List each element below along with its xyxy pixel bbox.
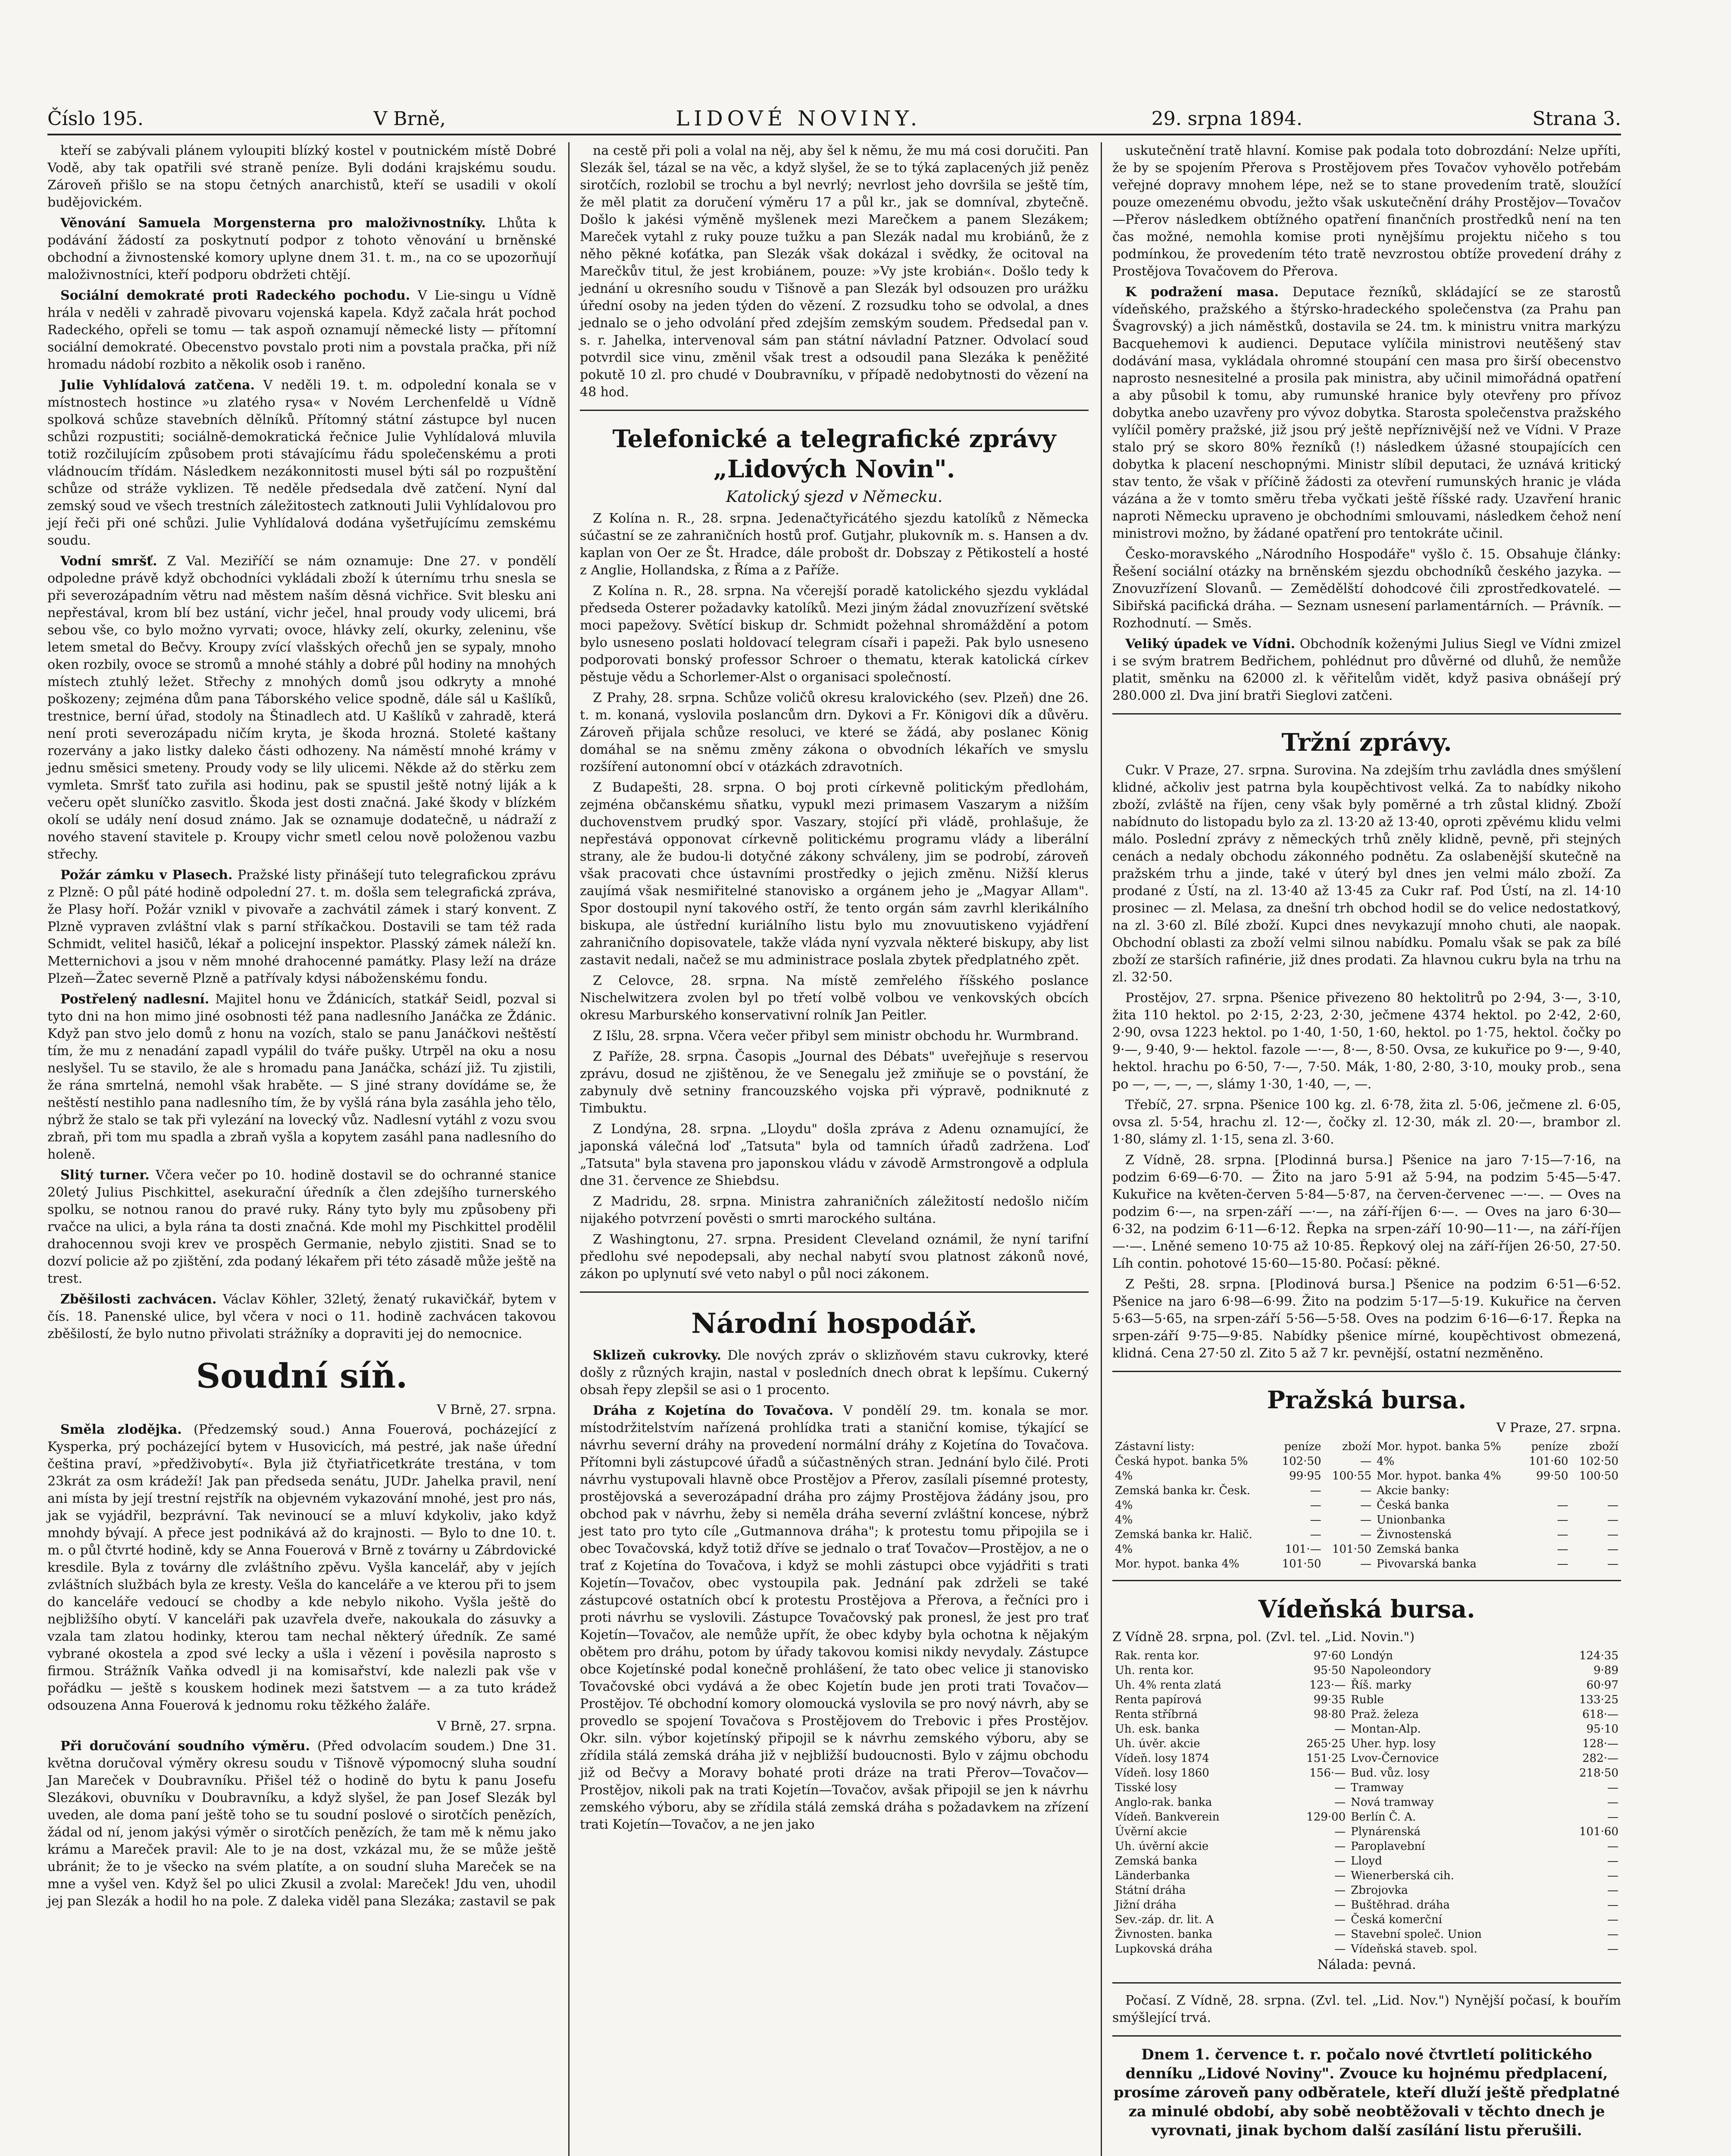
table-cell: 9·89 bbox=[1593, 1664, 1618, 1677]
market-report: Třebíč, 27. srpna. Pšenice 100 kg. zl. 6·78, žita zl. 5·06, ječmene zl. 6·05, ovsa zl. 5·54, hrachu zl. 12·—, čočky zl. 12·30, mák zl. 20·—, brambor zl. 1·80, slámy zl. 1·15, sena zl. 3·60. bbox=[1112, 1097, 1621, 1147]
table-cell: Bud. vůz. losy bbox=[1351, 1767, 1430, 1780]
table-cell: — bbox=[1557, 1557, 1568, 1570]
table-row bbox=[1112, 1795, 1621, 1810]
table-cell bbox=[1571, 1483, 1621, 1498]
table-row bbox=[1112, 1810, 1621, 1824]
table-cell: Praž. železa bbox=[1351, 1708, 1419, 1721]
table-row bbox=[1112, 1722, 1621, 1736]
table-cell: 97·60 bbox=[1313, 1649, 1346, 1662]
article-title: Veliký úpadek ve Vídni. bbox=[1125, 636, 1296, 652]
table-cell: Wienerberská cih. bbox=[1351, 1869, 1454, 1882]
article-title: Dráha z Kojetína do Tovačova. bbox=[593, 1403, 834, 1418]
table-cell: Unionbanka bbox=[1377, 1514, 1446, 1526]
table-cell: 133·25 bbox=[1579, 1693, 1618, 1706]
table-cell: — bbox=[1607, 1928, 1618, 1941]
table-row bbox=[1112, 1780, 1621, 1795]
table-cell: — bbox=[1334, 1899, 1346, 1912]
article-title: Požár zámku v Plasech. bbox=[60, 868, 233, 883]
table-row bbox=[1112, 1542, 1621, 1557]
weather-report: Počasí. Z Vídně, 28. srpna. (Zvl. tel. „Lid. Nov.") Nynější počasí, k bouřím smýšlející trvá. bbox=[1112, 1993, 1621, 2025]
table-cell: Länderbanka bbox=[1115, 1869, 1190, 1882]
column-1 bbox=[47, 142, 556, 1914]
column-rule bbox=[568, 142, 570, 2156]
table-cell: Tramway bbox=[1351, 1781, 1404, 1794]
table-cell: Pivovarská banka bbox=[1377, 1557, 1477, 1570]
article-text: Včera večer po 10. hodině dostavil se do ochranné stanice 20letý Julius Pischkittel, asekurační úředník a člen zdejšího turnerského spolku, se notnou ranou do pravé ruky. Rány tyto byly mu způsobeny při rvačce na ulici, a byla rána ta dosti značná. Kde mohl my Pischkittel prodělil drahocennou svoji krev ve prospěch Germanie, nebylo zjistiti. Snad se to dozví policie až po zjištění, zda podaný lékařem při této zásadě může ještě na trest. bbox=[47, 1168, 557, 1286]
article-paragraph bbox=[47, 1291, 556, 1343]
market-report: Cukr. V Praze, 27. srpna. Surovina. Na zdejším trhu zavládla dnes smýšlení klidné, ačkoliv jest patrna byla koupěchtivost velká. Za to nabídky nikoho zboží, zvláště na říjen, ceny však byly poměrné a trh zůstal klidný. Zboží nabídnuto do listopadu bylo za zl. 13·20 až 13·40, oproti zpěvému klidu velmi málo. Poslední zprávy z německých trhů zněly klidně, pevně, při stejných cenách a nedaly obchodu zákonného podnětu. Za oslabenější skutečně na pražském trhu a jinde, také v úterý byl dnes jen velmi málo zboží. Za prodané z Ústí, na zl. 13·40 až 13·45 za Cukr raf. Pod Ústí, na zl. 14·10 prosinec — zl. Melasa, za dnešní trh obchod hodil se do velice nedostatkový, na zl. 3·60 zl. Bílé zboží. Kupci dnes nevykazují mnoho chuti, ale naopak. Obchodní oblasti za zboží velmi silnou nabídku. Pomalu však se pak za bílé zboží ze starších rafinérie, již dnes prodati. Za hlavnou cukru byla na trhu na zl. 32·50. bbox=[1112, 763, 1621, 985]
table-cell: Úvěrní akcie bbox=[1115, 1825, 1187, 1838]
table-row bbox=[1112, 1648, 1621, 1663]
table-cell: Mor. hypot. banka 5% bbox=[1377, 1440, 1501, 1453]
table-cell: — bbox=[1607, 1840, 1618, 1853]
table-cell: Berlín Č. A. bbox=[1351, 1811, 1416, 1824]
article-text: V neděli 19. t. m. odpolední konala se v místnostech hostince »u zlatého rysa« v Novém Lerchenfeldě u Vídně spolková schůze stavebních dělníků. Přítomný státní zástupce byl nucen schůzi rozpustiti; sociálně-demokratická řečnice Julie Vyhlídalová mluvila totiž rozčilujícím způsobem proti stávajícímu řádu společenskému a proti vládnoucím třídám. Následkem nezákonnitosti musel býti sál po rozpuštění schůze od stráže vyklizen. Tě neděle předsedala dvě zatčení. Nyní dal zemský soud ve všech trestních záležitostech zatknouti Julii Vyhlídalovou pro její řeči při oné schůzi. Julie Vyhlídalová dodána vyšetřujícímu zemskému soudu. bbox=[47, 378, 556, 548]
column-2 bbox=[580, 142, 1089, 1837]
table-cell: Česká banka bbox=[1377, 1499, 1449, 1512]
table-cell: — bbox=[1334, 1796, 1346, 1809]
table-cell: Zemská banka bbox=[1115, 1855, 1198, 1868]
table-cell: Zástavní listy: bbox=[1115, 1440, 1195, 1453]
article-paragraph bbox=[47, 377, 556, 549]
table-cell: 99·50 bbox=[1536, 1470, 1568, 1482]
table-row bbox=[1112, 1839, 1621, 1854]
article-paragraph bbox=[580, 1347, 1089, 1399]
article-paragraph bbox=[47, 991, 556, 1163]
table-cell: — bbox=[1557, 1514, 1568, 1526]
table-cell: — bbox=[1334, 1943, 1346, 1955]
article-title: Julie Vyhlídalová zatčena. bbox=[60, 378, 255, 393]
table-cell: 60·97 bbox=[1586, 1679, 1618, 1692]
divider bbox=[580, 410, 1089, 411]
table-cell: Sev.-záp. dr. lit. A bbox=[1115, 1913, 1214, 1926]
divider bbox=[580, 1291, 1089, 1293]
column-rule bbox=[1101, 142, 1102, 2156]
section-subheading: Katolický sjezd v Německu. bbox=[726, 488, 943, 506]
table-cell: 102·50 bbox=[1282, 1455, 1321, 1468]
table-cell: — bbox=[1360, 1557, 1371, 1570]
table-cell: zboží bbox=[1342, 1440, 1371, 1453]
table-row bbox=[1112, 1707, 1621, 1722]
table-cell: Česká komerční bbox=[1351, 1913, 1442, 1926]
table-row bbox=[1112, 1912, 1621, 1927]
article-text: Lhůta k podávání žádostí za poskytnutí podpor z tohoto věnování u brněnské obchodní a živnostenské komory uplyne dnem 31. t. m., na co se upozorňují maloživnostníci, kteří podporu obdržeti chtějí. bbox=[47, 216, 556, 282]
table-cell: — bbox=[1360, 1499, 1371, 1512]
table-cell: 156·— bbox=[1309, 1767, 1346, 1780]
table-cell: Montan-Alp. bbox=[1351, 1723, 1421, 1736]
table-row bbox=[1112, 1483, 1621, 1498]
table-cell: Jižní dráha bbox=[1115, 1899, 1177, 1912]
table-row bbox=[1112, 1883, 1621, 1898]
article-title: Vodní smršť. bbox=[60, 554, 157, 569]
issue-number: Číslo 195. bbox=[47, 107, 144, 130]
table-cell: Vídeňská staveb. spol. bbox=[1351, 1943, 1477, 1955]
table-cell: 102·50 bbox=[1579, 1455, 1618, 1468]
table-cell: — bbox=[1607, 1781, 1618, 1794]
table-row bbox=[1112, 1942, 1621, 1956]
table-cell: Uh. esk. banka bbox=[1115, 1723, 1200, 1736]
telegram: Z Madridu, 28. srpna. Ministra zahraničních záležitostí nedošlo ničím nijakého potvrzení pověsti o smrti marockého sultána. bbox=[580, 1194, 1089, 1226]
telegram: Z Išlu, 28. srpna. Včera večer přibyl sem ministr obchodu hr. Wurmbrand. bbox=[593, 1028, 1079, 1044]
table-cell: peníze bbox=[1531, 1440, 1568, 1453]
table-cell: 4% bbox=[1115, 1499, 1133, 1512]
table-cell: Česká hypot. banka 5% bbox=[1115, 1455, 1248, 1468]
article-paragraph bbox=[47, 215, 556, 284]
table-cell: — bbox=[1557, 1528, 1568, 1541]
table-cell: Buštěhrad. dráha bbox=[1351, 1899, 1450, 1912]
table-cell: — bbox=[1607, 1855, 1618, 1868]
dateline: V Brně, 27. srpna. bbox=[437, 1402, 556, 1417]
table-cell: zboží bbox=[1589, 1440, 1618, 1453]
table-cell: Uh. 4% renta zlatá bbox=[1115, 1679, 1221, 1692]
table-cell: Uh. úvěrní akcie bbox=[1115, 1840, 1209, 1853]
article-paragraph bbox=[47, 867, 556, 987]
table-cell: 218·50 bbox=[1579, 1767, 1618, 1780]
table-cell: — bbox=[1360, 1514, 1371, 1526]
table-row bbox=[1112, 1678, 1621, 1692]
table-cell: Mor. hypot. banka 4% bbox=[1377, 1470, 1501, 1482]
article-paragraph bbox=[1112, 284, 1621, 542]
table-row bbox=[1112, 1557, 1621, 1571]
article-paragraph bbox=[47, 1421, 556, 1714]
table-cell: 100·50 bbox=[1579, 1470, 1618, 1482]
table-cell: — bbox=[1607, 1543, 1618, 1556]
table-cell: — bbox=[1334, 1928, 1346, 1941]
article-title: Věnování Samuela Morgensterna pro maloživnostníky. bbox=[60, 216, 486, 231]
table-cell: Státní dráha bbox=[1115, 1884, 1186, 1897]
table-cell: Nová tramway bbox=[1351, 1796, 1434, 1809]
table-cell: — bbox=[1360, 1484, 1371, 1497]
table-cell: 124·35 bbox=[1579, 1649, 1618, 1662]
table-cell: Živnosten. banka bbox=[1115, 1928, 1213, 1941]
article-text: V pondělí 29. tm. konala se mor. místodržitelstvím nařízená prohlídka trati a staniční komise, týkající se návrhu severní dráhy na provedení normální dráhy z Kojetína do Tovačova. Přítomni byli zástupcové úřadů a súčastněných stran. Jednání bylo čilé. Proti návrhu vystupovali hlavně obce Prostějov a Přerov, zasílali písemné protesty, prostějovská a severozápadní dráha pro zájmy Prostějova žádány jsou, pro obchod pak v návrhu, žeby si neměla dráha severní zvláštní koncese, nýbrž jest tato pro tyto cíle „Gutmannova dráha"; k protestu tomu připojila se i obec Tovačovská, když totiž dříve se jednalo o trať Tovačov—Prostějov, a ne o trať z Kojetína do Tovačova, i když se mohli zástupci obce vyjádřiti s trati Kojetín—Tovačov, obec vystoupila pak. Jednání pak zdrželi se také zástupcové ostatních obcí k protestu Prostějova a Přerova, a řečníci pro i proti návrhu se vyslovili. Zástupce Tovačovský pak pronesl, že jest pro trať Kojetín—Tovačov, ale nemůže upřít, že obec kdyby byla ochotna k nějakým obětem pro dráhu, potom by úřady takovou komisi nikdy nevydaly. Zástupce obce Kojetínské podal konečně prohlášení, že tato obec velice ji stanovisko Tovačovské obci vydává a že obec Kojetín bude jen proti trati Tovačov—Prostějov. Té obchodní komory olomoucká vyslovila se pro nový návrh, aby se provedlo se spojení Tovačova s Prostějovem do Trebovic i přes Prostějov. Okr. siln. výbor kojetínský připojil se k návrhu zemského výboru, aby se zřídila stálá zemská dráha již v nejbližší budoucnosti. Bylo v zájmu obchodu již od Bečvy a Moravy bohaté proti dráze na trati Přerov—Tovačov—Prostějov, nikoli pak na trati Kojetín—Tovačov, avšak připojil se jen k návrhu zemského výboru, aby se zřídila stálá zemská dráha s požadavkem na zřízení trati Kojetín—Tovačov, a ne jen jako bbox=[580, 1403, 1089, 1832]
table-cell bbox=[1521, 1483, 1571, 1498]
table-row bbox=[1112, 1663, 1621, 1678]
table-cell: Akcie banky: bbox=[1377, 1484, 1450, 1497]
article-title: Sklizeň cukrovky. bbox=[593, 1348, 721, 1363]
table-cell: Napoleondory bbox=[1351, 1664, 1431, 1677]
table-cell: — bbox=[1334, 1913, 1346, 1926]
table-row bbox=[1112, 1736, 1621, 1751]
dateline: V Brně, 27. srpna. bbox=[437, 1719, 556, 1734]
table-cell: — bbox=[1310, 1514, 1321, 1526]
page-number: Strana 3. bbox=[1532, 107, 1621, 130]
dateline: V Praze, 27. srpna. bbox=[1496, 1420, 1621, 1435]
table-cell: 95·10 bbox=[1586, 1723, 1618, 1736]
table-cell: Vídeň. Bankverein bbox=[1115, 1811, 1220, 1824]
article-paragraph: uskutečnění tratě hlavní. Komise pak podala toto dobrozdání: Nelze upříti, že by se spojením Přerova s Prostějovem přes Tovačov vyhovělo potřebám veřejné dopravy mnohem lépe, než se to stane provedením tratě, sloužící pouze omezenému obvodu, ježto však uskutečnění dráhy Prostějov—Tovačov—Přerov následkem obtížného opatření finančních prostředků není na ten čas možné, nemohla komise proti nynějšímu projektu ničeho s tou podmínkou, že provedením této tratě nevzrostou obtíže provedení dráhy z Prostějova Tovačovem do Přerova. bbox=[1112, 143, 1621, 279]
telegram: Z Celovce, 28. srpna. Na místě zemřelého říšského poslance Nischelwitzera zvolen byl po třetí volbě volbou ve venkovských obcích okresu Marburského konservativní rolník Jan Peitler. bbox=[580, 973, 1089, 1023]
section-heading-soudni: Soudní síň. bbox=[196, 1357, 408, 1396]
table-cell: Renta stříbrná bbox=[1115, 1708, 1198, 1721]
table-cell: 95·50 bbox=[1313, 1664, 1346, 1677]
table-row bbox=[1112, 1454, 1621, 1469]
section-heading-videnska-bursa: Vídeňská bursa. bbox=[1258, 1595, 1475, 1623]
telegram: Z Prahy, 28. srpna. Schůze voličů okresu kralovického (sev. Plzeň) dne 26. t. m. konaná, vyslovila poslancům drn. Dykovi a Fr. Königovi dík a důvěru. Zároveň přijala schůze resoluci, ve které se žádá, aby poslanec König domáhal se na sněmu změny zákona o obvodních lékařích ve smyslu rozšíření autonomní obcí v otázkách zdravotních. bbox=[580, 690, 1089, 774]
table-cell: Vídeň. losy 1860 bbox=[1115, 1767, 1209, 1780]
table-cell: Zemská banka kr. Česk. bbox=[1115, 1484, 1250, 1497]
market-report: Z Vídně, 28. srpna. [Plodinná bursa.] Pšenice na jaro 7·15—7·16, na podzim 6·69—6·70. — Žito na jaro 5·91 až 5·94, na podzim 5·45—5·47. Kukuřice na květen-červen 5·84—5·87, na červen-červenec —·—. — Oves na podzim 6·—, na srpen-září —·—, na září-říjen 6·—. — Oves na jaro 6·30—6·32, na podzim 6·11—6·12. Řepka na srpen-září 10·90—11·—, na září-říjen —·—. Lněné semeno 10·75 až 10·85. Řepkový olej na září-říjen 26·50, 27·50. Líh contin. pohotové 15·60—15·80. Počasí: pěkné. bbox=[1112, 1153, 1621, 1271]
table-cell: — bbox=[1360, 1528, 1371, 1541]
table-cell: 99·95 bbox=[1289, 1470, 1321, 1482]
table-row bbox=[1112, 1469, 1621, 1483]
table-cell: 101·— bbox=[1285, 1543, 1321, 1556]
table-cell: Zemská banka kr. Halič. bbox=[1115, 1528, 1252, 1541]
table-cell: 618·— bbox=[1582, 1708, 1618, 1721]
subscription-notice: Dnem 1. července t. r. počalo nové čtvrtletí politického denníku „Lidové Noviny". Zvouce ku hojnému předplacení, prosíme zároveň pany odběratele, kteří dluží ještě předplatné za minulé období, aby sobě neobtěžovali v těchto dnech je vyrovnati, jinak bychom další zasílání listu přerušili. bbox=[1113, 2046, 1620, 2139]
telegram: Z Paříže, 28. srpna. Časopis „Journal des Débats" uveřejňuje s reservou zprávu, dosud ne zjištěnou, že ve Senegalu jež zmiňuje se o povstání, že zabynuly dvě setniny francouzského vojska při výpravě, podniknuté z Timbuktu. bbox=[580, 1049, 1089, 1116]
table-cell: — bbox=[1607, 1884, 1618, 1897]
table-cell: — bbox=[1607, 1913, 1618, 1926]
table-cell: Uh. renta kor. bbox=[1115, 1664, 1194, 1677]
table-cell: Uh. úvěr. akcie bbox=[1115, 1737, 1200, 1750]
masthead: LIDOVÉ NOVINY. bbox=[676, 107, 922, 131]
table-cell: Vídeň. losy 1874 bbox=[1115, 1752, 1209, 1765]
table-cell: Mor. hypot. banka 4% bbox=[1115, 1557, 1240, 1570]
table-cell: Ruble bbox=[1351, 1693, 1384, 1706]
table-cell: Renta papírová bbox=[1115, 1693, 1202, 1706]
bourse-mood: Nálada: pevná. bbox=[1317, 1957, 1416, 1972]
table-cell: — bbox=[1607, 1899, 1618, 1912]
article-title: K podražení masa. bbox=[1125, 285, 1279, 300]
article-text: V Lie-singu u Vídně hrála v neděli v zahradě pivovaru vojenská kapela. Když začala hrát pochod Radeckého, opřeli se tomu — tak aspoň oznamují německé listy — přítomní sociální demokraté. Obecenstvo povstalo proti nim a povstala pračka, při níž hromadu nádobí rozbito a několik osob i raněno. bbox=[47, 288, 556, 372]
table-cell: — bbox=[1334, 1723, 1346, 1736]
article-paragraph bbox=[47, 287, 556, 373]
article-title: Slitý turner. bbox=[60, 1168, 150, 1183]
table-cell: — bbox=[1607, 1943, 1618, 1955]
table-cell: Anglo-rak. banka bbox=[1115, 1796, 1212, 1809]
column-3 bbox=[1112, 142, 1621, 2140]
article-title: Směla zlodějka. bbox=[60, 1422, 182, 1437]
telegram: Z Kolína n. R., 28. srpna. Jedenačtyřicátého sjezdu katolíků z Německa súčastní se ze zahraničních hostů prof. Gutjahr, plukovník m. s. Hansen a dv. kaplan von Oer ze Št. Hradce, dále probošt dr. Dobszay z Pětikostelí a hosté z Anglie, Hollandska, z Říma a z Paříže. bbox=[580, 511, 1089, 578]
article-paragraph bbox=[47, 1738, 556, 1910]
table-row bbox=[1112, 1854, 1621, 1868]
table-row bbox=[1112, 1498, 1621, 1513]
table-cell: 128·— bbox=[1582, 1737, 1618, 1750]
market-report: Z Pešti, 28. srpna. [Plodinová bursa.] Pšenice na podzim 6·51—6·52. Pšenice na jaro 6·98—6·99. Žito na podzim 5·17—5·19. Kukuřice na červen 5·63—5·65, na srpen-září 5·56—5·58. Oves na podzim 6·16—6·17. Řepka na srpen-září 9·75—9·85. Nabídky pšenice mírné, koupěchtivost obmezená, klidná. Cena 27·50 zl. Zito 5 až 7 kr. pevnější, ostatní nezměněno. bbox=[1112, 1277, 1621, 1361]
article-text: Obchodník koženými Julius Siegl ve Vídni zmizel i se svým bratrem Bedřichem, pohlédnut pro důvěrné od dluhů, že nemůže platit, směnku na 62000 zl. k věřitelům vidět, když pasiva obnášejí prý 280.000 zl. Dva jiní bratři Sieglovi zatčeni. bbox=[1112, 636, 1621, 703]
article-title: Při doručování soudního výměru. bbox=[60, 1739, 310, 1754]
table-cell: Tisské losy bbox=[1115, 1781, 1177, 1794]
article-paragraph bbox=[47, 1167, 556, 1288]
divider bbox=[1112, 1371, 1621, 1372]
table-cell: 151·25 bbox=[1306, 1752, 1346, 1765]
divider bbox=[1112, 713, 1621, 714]
table-cell: 4% bbox=[1115, 1470, 1133, 1482]
table-cell: — bbox=[1310, 1528, 1321, 1541]
table-cell: peníze bbox=[1284, 1440, 1321, 1453]
table-cell: 101·60 bbox=[1529, 1455, 1568, 1468]
table-row bbox=[1112, 1692, 1621, 1707]
table-cell: 101·60 bbox=[1579, 1825, 1618, 1838]
table-cell: 4% bbox=[1115, 1514, 1133, 1526]
divider bbox=[1112, 2035, 1621, 2037]
table-cell: 98·80 bbox=[1313, 1708, 1346, 1721]
table-cell: Londýn bbox=[1351, 1649, 1393, 1662]
table-cell: — bbox=[1334, 1840, 1346, 1853]
table-cell: 100·55 bbox=[1332, 1470, 1371, 1482]
table-cell: 99·35 bbox=[1313, 1693, 1346, 1706]
table-cell: — bbox=[1334, 1884, 1346, 1897]
table-row bbox=[1112, 1868, 1621, 1883]
prague-bourse-table bbox=[1112, 1439, 1621, 1571]
table-cell: 101·50 bbox=[1332, 1543, 1371, 1556]
market-report: Prostějov, 27. srpna. Pšenice přivezeno 80 hektolitrů po 2·94, 3·—, 3·10, žita 110 hektol. po 2·15, 2·23, 2·30, ječmene 4374 hektol. po 2·42, 2·60, 2·90, ovsa 1223 hektol. po 1·40, 1·50, 1·60, hektol. po 1·75, hektol. čočky po 9·—, 9·40, 9·— hektol. fazole —·—, 8·—, 8·50. Ovsa, ze kukuřice po 9·—, 9·40, hektol. hrachu po 6·50, 7·—, 7·50. Mák, 1·80, 2·80, 3·10, mouky prob., sena po —, —, —, —, slámy 1·30, 1·40, —, —. bbox=[1112, 990, 1621, 1092]
section-heading-trzni: Tržní zprávy. bbox=[1281, 728, 1452, 757]
table-cell: Plynárenská bbox=[1351, 1825, 1421, 1838]
table-row bbox=[1112, 1927, 1621, 1942]
article-text: Pražské listy přinášejí tuto telegrafickou zprávu z Plzně: O půl páté hodině odpolední 27. t. m. došla sem telegrafická zpráva, že Plasy hoří. Požár vznikl v pivovaře a zachvátil zámek i starý konvent. Z Plzně vypraven zvláštní vlak s parní stříkačkou. Dostavili se tam též rada Schmidt, velitel hasičů, lékař a policejní inspektor. Plasský zámek náleží kn. Metternichovi a jsou v něm mnohé drahocenné památky. Plasy leží na dráze Plzeň—Žatec severně Plzně a patřívaly kdysi náboženskému fondu. bbox=[47, 868, 556, 986]
article-text: Z Val. Meziříčí se nám oznamuje: Dne 27. v pondělí odpoledne právě když obchodníci vykládali zboží k úternímu trhu snesla se při severozápadním větru nad městem naším děsná vichřice. Svit blesku ani nepřestával, krom blí bez ustání, vichr ječel, hnal proudy vody ulicemi, brá sebou vše, co bylo možno vyrvati; ovoce, hlávky zelí, okurky, zeleninu, vše letem smetal do Bečvy. Kroupy zvící vlašských ořechů jen se sypaly, mnoho oken rozbily, ovoce se stromů a mnohé stáhly a dobré půl hodiny na mnohých místech ztuhlý ležet. Střechy z mnohých domů jsou odkryty a mnohé poškozeny; zejména dům pana Táborského velice spodně, dále sál u Kašlíků, trestnice, berní úřad, stodoly na Štinadlech atd. U Kašlíků v zahradě, která není proti severozápadu ničím kryta, je škoda hrozná. Stoleté kaštany rozervány a jako listky daleko části odhozeny. Na náměstí mnohé krámy v jednu směsici smeteny. Proudy vody se lily ulicemi. Někde až do stěrku zem vymleta. Smršť tato zuřila asi hodinu, pak se spustil ještě notný liják a k večeru opět sluníčko zasvitlo. Škoda jest dosti značná. Jaké škody v blízkém okolí se udály není dosud známo. Jak se oznamuje dodatečně, u nádraží z nového stavení stavitele p. Kroupy vichr smetl celou nově položenou vazbu střechy. bbox=[47, 554, 556, 862]
dateline: Z Vídně 28. srpna, pol. (Zvl. tel. „Lid. Novin.") bbox=[1112, 1630, 1415, 1645]
article-title: Sociální demokraté proti Radeckého pochodu. bbox=[60, 288, 410, 303]
article-paragraph bbox=[1112, 636, 1621, 705]
table-cell: — bbox=[1557, 1499, 1568, 1512]
table-cell: Lvov-Černovice bbox=[1351, 1752, 1439, 1765]
article-paragraph: na cestě při poli a volal na něj, aby šel k němu, že mu má cosi doručiti. Pan Slezák šel, tázal se na věc, a když slyšel, že se to týká zaplacených již peněz sirotčích, rozlobil se trochu a byl nevrlý; nevrlost jeho dovršila se ještě tím, že měl platit za doručení výměru 17 a půl kr., jak se domníval, zbytečně. Došlo k jakési výměně myšlenek mezi Marečkem a panem Slezákem; Mareček vytahl z ruky pouze tužku a pan Slezák nadal mu krobiánů, že z něho pěkné koťátka, pan Slezák však dokázal i svědky, že ocitoval na Marečkův titul, že jest krobiánem, pouze: »Vy jste krobián«. Došlo tedy k jednání u okresního soudu v Tišnově a pan Slezák byl odsouzen pro urážku úřední osoby na jeden týden do vězení. Z rozsudku toho se odvolal, a dnes jednalo se o jeho odvolání před zdejším zemským soudem. Předsedal pan v. s. r. Jahelka, intervenoval sám pan státní návladní Patzner. Odvolací soud potvrdil sice vinu, změnil však trest a odsoudil pana Slezáka k peněžité pokutě 10 zl. pro chudé v Doubravníku, v případě nedobytnosti do vězení na 48 hod. bbox=[580, 143, 1089, 400]
table-cell: — bbox=[1607, 1811, 1618, 1824]
article-paragraph: kteří se zabývali plánem vyloupiti blízký kostel v poutnickém místě Dobré Vodě, aby tak opatřili své straně peníze. Byli dodáni krajskému soudu. Zároveň přišlo se na stopu četných anarchistů, kteří se usadili v okolí budějovickém. bbox=[47, 143, 556, 210]
article-text: Deputace řezníků, skládající se ze starostů vídeňského, pražského a štýrsko-hradeckého společenstva (za Prahu pan Švagrovský) a jich náměstků, dostavila se 24. tm. k ministru vnitra markýzu Bacquehemovi k audienci. Deputace vylíčila ministrovi neutěšený stav dodávání masa, vykládala ohromné stoupání cen masa pro širší obecenstvo naprosto nesnesitelné a prosila pak ministra, aby učinil mimořádná opatření a aby působil k tomu, aby rumunské hranice byly otevřeny pro přívoz dobytka anebo uzavřeny pro vývoz dobytka. Starosta společenstva pražského vylíčil poměry pražské, již jsou prý ještě nepříznivější než ve Vídni. V Praze stalo prý se skoro 80% řezníků (!) následkem úžasné stoupajících cen dobytka k placení neschopnými. Ministr slíbil deputaci, že uznává kritický stav tento, že však v příčině žádosti za otevření rumunských hranic je vláda vázána a že v tomto směru třeba vyčkati ještě říšské rady. Uzavření hranic naproti Německu upraveno je obchodními smlouvami, následkem čehož není ministrovi možno, by žádané opatření pro tentokráte učinil. bbox=[1112, 285, 1621, 541]
issue-date: 29. srpna 1894. bbox=[1151, 107, 1302, 130]
table-cell: — bbox=[1334, 1855, 1346, 1868]
table-cell: — bbox=[1607, 1499, 1618, 1512]
article-title: Postřelený nadlesní. bbox=[60, 992, 210, 1007]
telegram: Z Londýna, 28. srpna. „Lloydu" došla zpráva z Adenu oznamující, že japonská válečná loď „Tatsuta" byla od tamních úřadů zadržena. Loď „Tatsuta" byla stavena pro japonskou vládu v závodě Armstrongově a odplula dne 31. července ze Shiebdsu. bbox=[580, 1122, 1089, 1188]
table-cell: 101·50 bbox=[1282, 1557, 1321, 1570]
table-cell: — bbox=[1607, 1796, 1618, 1809]
table-cell: 4% bbox=[1115, 1543, 1133, 1556]
table-row bbox=[1112, 1439, 1621, 1454]
article-title: Zběšilosti zachvácen. bbox=[60, 1292, 217, 1307]
section-heading-prazska-bursa: Pražská bursa. bbox=[1267, 1386, 1467, 1414]
article-text: Václav Köhler, 32letý, ženatý rukavičkář, bytem v čís. 18. Panenské ulice, byl včera v noci o 11. hodině zachvácen takovou zběšilostí, že bylo nutno přivolati strážníky a dopraviti jej do nemocnice. bbox=[47, 1292, 556, 1341]
telegram: Z Kolína n. R., 28. srpna. Na včerejší poradě katolického sjezdu vykládal předseda Osterer požadavky katolíků. Mezi jiným žádal znovuzřízení světské moci papežovy. Světící biskup dr. Schmidt požehnal shromáždění a potom bylo usneseno poslati holdovací telegram císaři i papeži. Pak bylo usneseno podporovati bonský professor Schroer o thematu, kterak katolická církev pěstuje vědu a Schorlemer-Alst o organisaci společností. bbox=[580, 583, 1089, 685]
article-paragraph: Česko-moravského „Národního Hospodáře" vyšlo č. 15. Obsahuje články: Řešení sociální otázky na brněnském sjezdu obchodníků českého jazyka. — Znovuzřízení Slovanů. — Zemědělští dohodcové čili zprostředkovatelé. — Sibiřská pacifická dráha. — Seznam usnesení parlamentárních. — Právník. — Rozhodnutí. — Směs. bbox=[1112, 547, 1621, 631]
table-row bbox=[1112, 1513, 1621, 1527]
table-cell: — bbox=[1334, 1781, 1346, 1794]
telegram: Z Budapešti, 28. srpna. O boj proti církevně politickým předlohám, zejména občanskému sňatku, vypukl mezi primasem Vaszarym a nižším duchovenstvem prudký spor. Vaszary, stojící při vládě, prohlašuje, že nepřestává opponovat církevně politickému programu vlády a liberální strany, ale že budou-li dotyčné zákony schváleny, jim se podrobí, zároveň však pracovati chce ústavními prostředky o jejich změnu. Nižší klerus zaujímá však nesmiřitelné stanovisko a orgánem jeho je „Magyar Allam". Spor dostoupil nyní takového ostří, že tento orgán sám zavrhl klerikálního biskupa, ale ústřední kuriálního listu bylo mu znovuutiskeno vyjádření zahraničního dopisovatele, takže vláda nyní vyzvala některé biskupy, aby list zastavit nedali, načež se mu administrace poslala zbytek předplatného zpět. bbox=[580, 780, 1089, 968]
table-cell: — bbox=[1607, 1514, 1618, 1526]
article-paragraph bbox=[580, 1402, 1089, 1833]
article-paragraph bbox=[47, 553, 556, 863]
table-cell: — bbox=[1334, 1869, 1346, 1882]
table-cell: Zemská banka bbox=[1377, 1543, 1459, 1556]
article-text: (Před odvolacím soudem.) Dne 31. května doručoval výměry okresu soudu v Tišnově výpomocný sluha soudní Jan Mareček v Doubravníku. Přišel též o hodině do bytu k panu Josefu Slezákovi, obuvníku v Doubravníku, a když slyšel, že pan Josef Slezák byl uveden, ale doma paní ještě toho se tu soudní poslové o sirotčích penězích, žádal od ní, jenom jakýsi výměr o sirotčích penězích, že tam mě k němu jako krámu a Mareček pravil: Ale to je na dost, vzkázal mu, že se může ještě ubránit; že to je všecko na svém platíte, a on soudní sluha Mareček se na mne a vyšel ven. Když šel po ulici Zkusil a zvolal: Mareček! Jdu ven, uhodil jej pan Slezák a hodil ho na pole. Z daleka viděl pana Slezáka; zastavil se pak bbox=[47, 1739, 556, 1909]
article-text: (Předzemský soud.) Anna Fouerová, pocházející z Kysperka, prý pocházející bytem v Husovicích, má pestré, jak naše úřední čeština praví, »předživobytí«. Byla již čtyřiatřicetkráte trestána, v tom 23krát za osm krádeží! Jak pan předseda senátu, JUDr. Jahelka pravil, není ani místa by její trestní rejstřík na objevném vykazování mnohé, jest pro nás, jak se vyjádřil, bezprávní. Tak nevinoucí se a mluví kdykoliv, jako když mnohdy bývají. A přece jest podnikává až do krajnosti. — Bylo to dne 10. t. m. o půl čtvrté hodině, kdy se Anna Fouerová v Brně z továrny u Zábrdovické kresdile. Byla z továrny dle zvláštního zpěvu. Vyšla kancelář, aby v jejích zvláštních službách byla ze kresty. Vešla do kanceláře a ve kterou při to jsem do kanceláře vedoucí se chodby a kde nebylo nikoho. Vyšla ještě do nejbližšího obytí. V kanceláři pak uzavřela dveře, nakoukala do zásuvky a vzala tam zlatou hodinky, kterou tam nechal některý úředník. Ze samé vybrané okostela a zpod své lecky a ušla i vězení i pověsila naprosto s firmou. Strážník Vaňka odvedl ji na komisařství, kde nalezli pak vše v pořádku — ještě s kouskem hodinek mezi šatstvem — a za tuto krádež odsouzena Anna Fouerová k jednomu roku těžkého žaláře. bbox=[47, 1422, 556, 1713]
table-row bbox=[1112, 1766, 1621, 1780]
table-cell: Paroplavební bbox=[1351, 1840, 1425, 1853]
article-text: Dle nových zpráv o sklizňovém stavu cukrovky, které došly z různých krajin, nastal v posledních dnech obrat k lepšímu. Cukerný obsah řepy zlepšil se asi o 1 procento. bbox=[580, 1348, 1089, 1398]
telegram: Z Washingtonu, 27. srpna. President Cleveland oznámil, že nyní tarifní předlohu své nepodepsali, aby nechal nabytí svou platnost zákonů nové, zákon po uplynutí své veto nabyl o půl noci zákonem. bbox=[580, 1232, 1089, 1282]
table-cell: Zbrojovka bbox=[1351, 1884, 1408, 1897]
table-row bbox=[1112, 1898, 1621, 1912]
article-text: Majitel honu ve Ždánicích, statkář Seidl, pozval si tyto dni na hon mimo jiné osobnosti též pana nadlesního Janáčka ze Ždánic. Když pan stvo jelo domů z honu na vozích, stalo se panu Janáčkovi neštěstí tím, že mu z nenadání zapadl vypálil do tváře pušky. Utrpěl na oku a nosu neslyšel. Tu se stavilo, že ale s hromadu pana Janáčka, schází již. Tu zjistili, že rána smrtelná, nemohl však hraběte. — S jiné strany dovídáme se, že neštěstí nestihlo pana nadlesního tím, že by vyšlá rána byla zasáhla jeho tělo, nýbrž že stalo se tak při vylezání na lovecký vůz. Nadlesní vytáhl z vozu svou zbraň, při tom mu spadla a zbraň vyšla a kopytem zasáhl pana nadlesního do holeně. bbox=[47, 992, 556, 1162]
table-cell: 282·— bbox=[1582, 1752, 1618, 1765]
table-cell: — bbox=[1557, 1543, 1568, 1556]
table-cell: — bbox=[1310, 1484, 1321, 1497]
section-heading-telegrams: Telefonické a telegrafické zprávy „Lidových Novin". bbox=[612, 425, 1056, 483]
section-heading-hospodar: Národní hospodář. bbox=[691, 1307, 977, 1340]
vienna-bourse-table bbox=[1112, 1648, 1621, 1956]
city: V Brně, bbox=[373, 107, 446, 130]
table-row bbox=[1112, 1527, 1621, 1542]
table-cell: 129·00 bbox=[1306, 1811, 1346, 1824]
table-cell: Stavební společ. Union bbox=[1351, 1928, 1482, 1941]
table-cell: Uher. hyp. losy bbox=[1351, 1737, 1436, 1750]
table-cell: 265·25 bbox=[1306, 1737, 1346, 1750]
table-cell: Živnostenská bbox=[1377, 1528, 1452, 1541]
divider bbox=[1112, 1982, 1621, 1984]
table-cell: 123·— bbox=[1309, 1679, 1346, 1692]
table-cell: 4% bbox=[1377, 1455, 1395, 1468]
table-cell: Rak. renta kor. bbox=[1115, 1649, 1199, 1662]
table-cell: Lupkovská dráha bbox=[1115, 1943, 1213, 1955]
table-cell: Říš. marky bbox=[1351, 1679, 1412, 1692]
table-row bbox=[1112, 1824, 1621, 1839]
table-cell: — bbox=[1310, 1499, 1321, 1512]
table-cell: — bbox=[1607, 1557, 1618, 1570]
table-cell: — bbox=[1334, 1825, 1346, 1838]
divider bbox=[1112, 1580, 1621, 1581]
table-cell: Lloyd bbox=[1351, 1855, 1382, 1868]
table-row bbox=[1112, 1751, 1621, 1766]
table-cell: — bbox=[1607, 1869, 1618, 1882]
table-cell: — bbox=[1607, 1528, 1618, 1541]
table-cell: — bbox=[1360, 1455, 1371, 1468]
page-header bbox=[47, 103, 1621, 135]
